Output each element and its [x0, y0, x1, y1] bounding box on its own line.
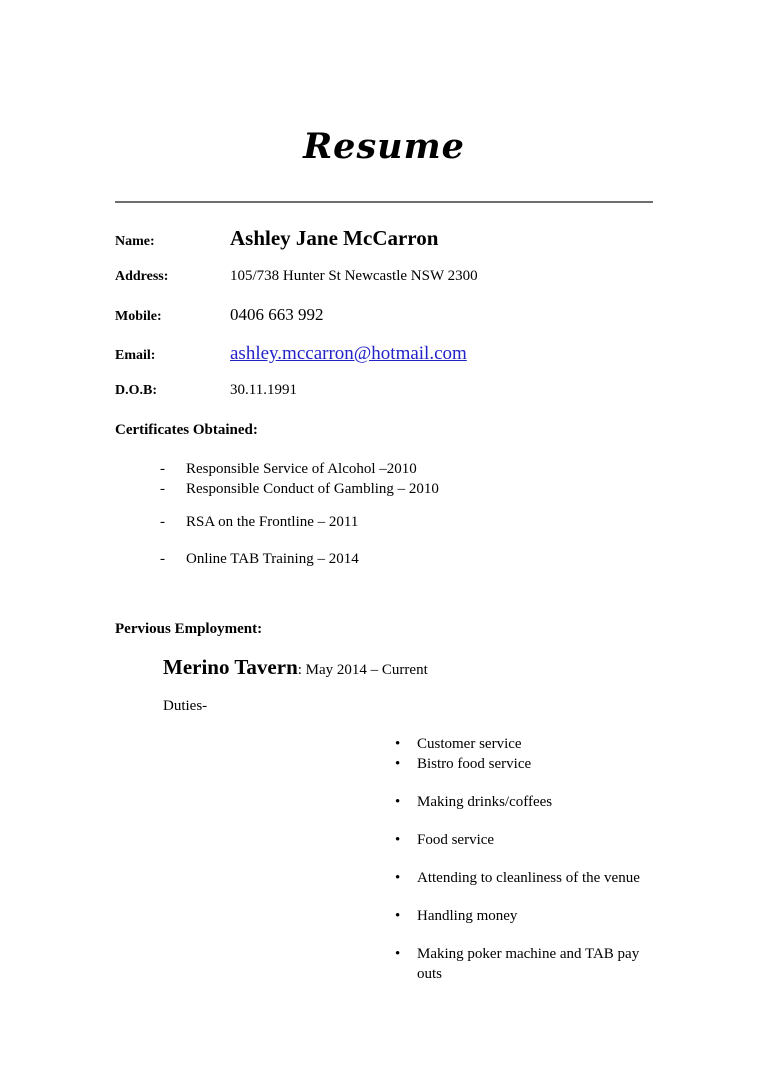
- contact-row-mobile: [115, 305, 768, 325]
- mobile-value: 0406 663 992: [230, 305, 324, 324]
- duty-item: • Food service: [395, 830, 653, 850]
- dob-value: 30.11.1991: [230, 382, 297, 398]
- duty-item: • Bistro food service: [395, 754, 653, 774]
- certificate-item: - Responsible Service of Alcohol –2010: [160, 459, 768, 479]
- employment-period: : May 2014 – Current: [297, 662, 428, 678]
- name-value: Ashley Jane McCarron: [230, 226, 439, 250]
- duty-item: • Customer service: [395, 734, 653, 754]
- certificates-heading: Certificates Obtained:: [115, 422, 258, 438]
- contact-section: [115, 226, 768, 399]
- dob-label: D.O.B:: [115, 383, 157, 398]
- mobile-label: Mobile:: [115, 309, 162, 324]
- certificate-item: - RSA on the Frontline – 2011: [160, 512, 768, 532]
- certificate-item: - Responsible Conduct of Gambling – 2010: [160, 479, 768, 499]
- contact-row-address: [115, 268, 768, 285]
- employment-heading: Pervious Employment:: [115, 621, 263, 637]
- divider: [115, 201, 653, 203]
- address-label: Address:: [115, 269, 169, 284]
- name-label: Name:: [115, 234, 155, 249]
- duty-item: • Attending to cleanliness of the venue: [395, 868, 653, 888]
- address-value: 105/738 Hunter St Newcastle NSW 2300: [230, 268, 478, 284]
- contact-row-email: [115, 343, 768, 365]
- email-label: Email:: [115, 348, 156, 363]
- employer-line: [163, 655, 768, 680]
- duties-label: Duties-: [163, 698, 208, 714]
- duty-item: • Making poker machine and TAB pay outs: [395, 944, 653, 984]
- duty-item: • Making drinks/coffees: [395, 792, 653, 812]
- duty-item: • Handling money: [395, 906, 653, 926]
- email-link[interactable]: ashley.mccarron@hotmail.com: [230, 343, 467, 364]
- employer-name: Merino Tavern: [163, 655, 298, 679]
- certificates-list: [160, 459, 768, 569]
- contact-row-name: [115, 226, 768, 251]
- page-title: Resume: [303, 126, 465, 167]
- duties-list: [395, 734, 653, 984]
- contact-row-dob: [115, 382, 768, 399]
- certificate-item: - Online TAB Training – 2014: [160, 549, 768, 569]
